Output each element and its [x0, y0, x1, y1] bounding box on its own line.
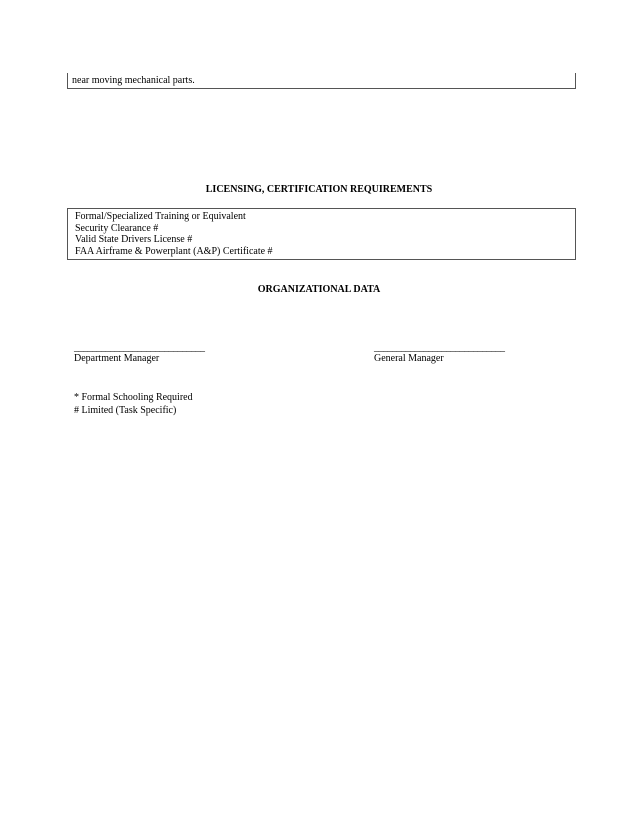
formal-schooling-note: * Formal Schooling Required [74, 392, 193, 403]
previous-section-text: near moving mechanical parts. [72, 75, 195, 86]
licensing-requirements-box [67, 208, 576, 260]
limited-task-note: # Limited (Task Specific) [74, 405, 177, 416]
department-manager-signature-line: _____________________________ [74, 342, 205, 353]
licensing-heading: LICENSING, CERTIFICATION REQUIREMENTS [205, 184, 433, 195]
previous-section-box [67, 73, 576, 89]
general-manager-signature-line: _____________________________ [374, 342, 505, 353]
organizational-heading: ORGANIZATIONAL DATA [257, 284, 381, 295]
requirement-line: Valid State Drivers License # [75, 234, 193, 245]
requirement-line: Formal/Specialized Training or Equivalent [75, 211, 246, 222]
department-manager-label: Department Manager [74, 353, 160, 364]
requirement-line: FAA Airframe & Powerplant (A&P) Certificate # [75, 245, 273, 257]
general-manager-label: General Manager [374, 353, 444, 364]
requirement-line: Security Clearance # [75, 222, 159, 234]
